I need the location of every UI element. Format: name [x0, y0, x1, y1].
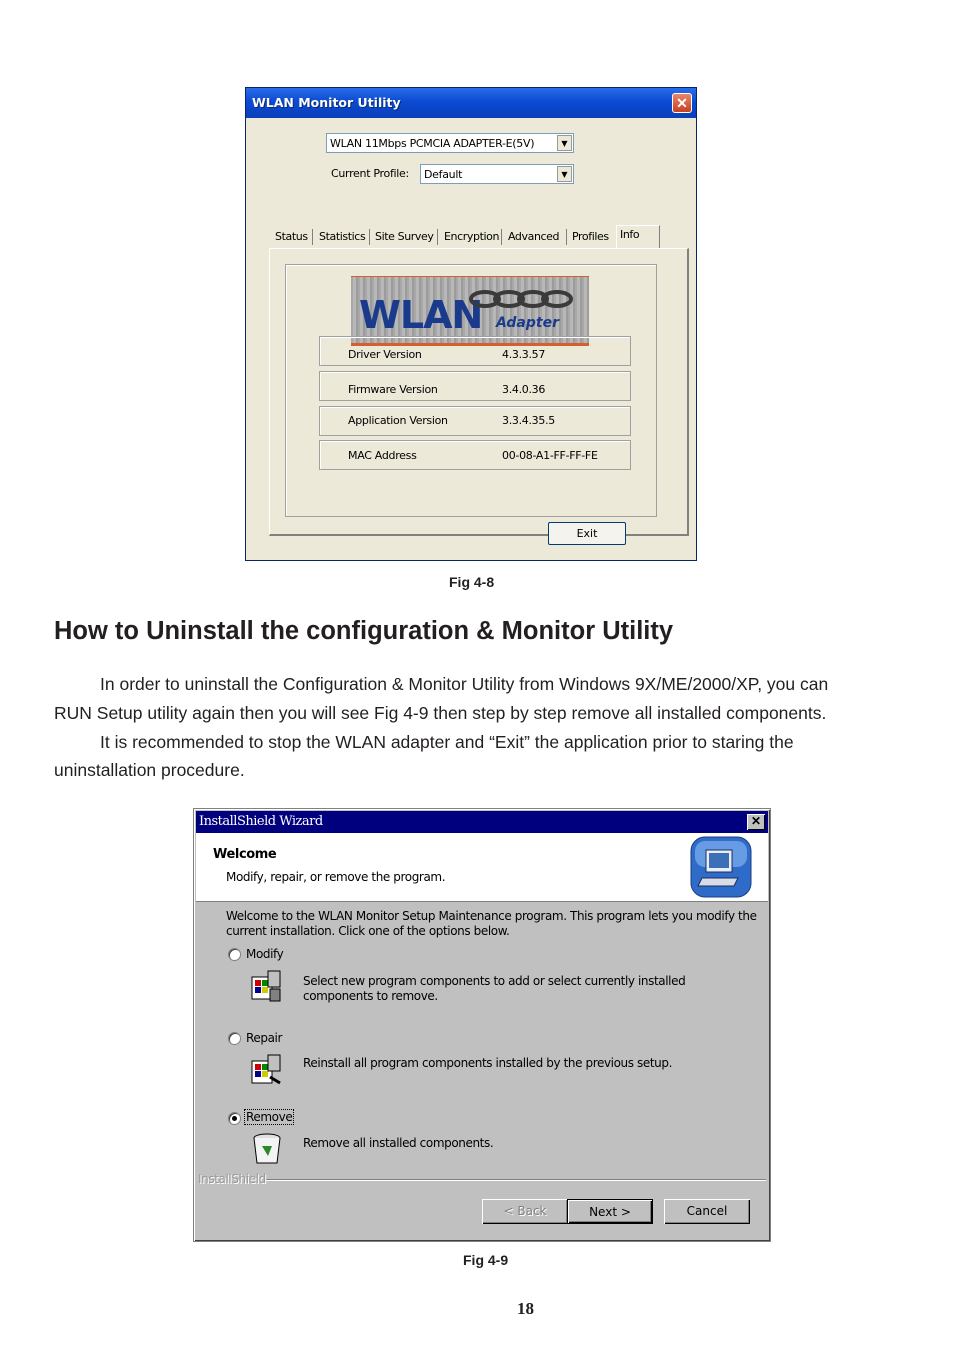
wizard-intro-line: current installation. Click one of the options below.: [226, 924, 510, 938]
wizard-header: [196, 833, 768, 902]
tab-statistics[interactable]: Statistics: [319, 230, 366, 243]
repair-description: Reinstall all program components installed by the previous setup.: [303, 1056, 673, 1070]
modify-description: components to remove.: [303, 989, 438, 1003]
wizard-intro-line: Welcome to the WLAN Monitor Setup Maintenance program. This program lets you modify the: [226, 909, 757, 923]
firmware-version-label: Firmware Version: [348, 383, 438, 396]
mac-address-row: [319, 440, 631, 470]
chevron-down-icon[interactable]: ▼: [557, 135, 572, 151]
installer-computer-icon: [690, 836, 752, 898]
wizard-header-subtitle: Modify, repair, or remove the program.: [226, 870, 446, 884]
back-button[interactable]: < Back: [482, 1199, 568, 1224]
tab-separator: [501, 229, 502, 245]
tab-status[interactable]: Status: [275, 230, 308, 243]
remove-description: Remove all installed components.: [303, 1136, 494, 1150]
page-number: 18: [517, 1299, 534, 1318]
footer-divider: [266, 1179, 766, 1181]
tab-separator: [369, 229, 370, 245]
wizard-close-icon[interactable]: ✕: [747, 814, 765, 830]
logo-subtext: Adapter: [496, 315, 559, 331]
wizard-title-bar: [196, 811, 768, 833]
modify-description: Select new program components to add or select currently installed: [303, 974, 686, 988]
logo-text: WLAN: [359, 293, 483, 337]
wizard-window-title: InstallShield Wizard: [199, 814, 323, 829]
repair-program-icon: [248, 1053, 282, 1087]
installshield-brand: InstallShield: [198, 1172, 266, 1186]
adapter-select-value: WLAN 11Mbps PCMCIA ADAPTER-E(5V): [330, 137, 535, 150]
cancel-button[interactable]: Cancel: [664, 1199, 750, 1224]
driver-version-label: Driver Version: [348, 348, 422, 361]
tab-separator: [566, 229, 567, 245]
paragraph-line: It is recommended to stop the WLAN adapter and “Exit” the application prior to staring the: [100, 732, 794, 752]
driver-version-value: 4.3.3.57: [502, 348, 546, 361]
remove-recycle-bin-icon: [250, 1132, 284, 1166]
application-version-row: [319, 406, 631, 436]
profile-select-value: Default: [424, 168, 463, 181]
chain-icon: [469, 285, 579, 313]
firmware-version-row: [319, 371, 631, 401]
tab-site-survey[interactable]: Site Survey: [375, 230, 434, 243]
paragraph-line: In order to uninstall the Configuration & Monitor Utility from Windows 9X/ME/2000/XP, you can: [100, 674, 829, 694]
tab-info[interactable]: Info: [620, 228, 640, 241]
tab-separator: [312, 229, 313, 245]
tab-advanced[interactable]: Advanced: [508, 230, 560, 243]
mac-address-value: 00-08-A1-FF-FF-FE: [502, 449, 598, 462]
installshield-wizard-window: [193, 808, 771, 1242]
wlan-window-title: WLAN Monitor Utility: [252, 95, 401, 110]
current-profile-label: Current Profile:: [331, 167, 409, 180]
wlan-close-icon[interactable]: ✕: [672, 93, 692, 113]
wizard-header-title: Welcome: [213, 847, 277, 862]
driver-version-row: [319, 336, 631, 366]
wlan-client-area: [249, 118, 693, 557]
modify-radio[interactable]: [228, 948, 241, 961]
repair-radio[interactable]: [228, 1032, 241, 1045]
tab-profiles[interactable]: Profiles: [572, 230, 609, 243]
application-version-label: Application Version: [348, 414, 448, 427]
next-button[interactable]: Next >: [567, 1199, 653, 1224]
profile-select[interactable]: [420, 164, 574, 184]
chevron-down-icon[interactable]: ▼: [557, 166, 572, 182]
wlan-monitor-window: [245, 87, 697, 561]
exit-button[interactable]: Exit: [548, 522, 626, 545]
adapter-select[interactable]: [326, 133, 574, 153]
paragraph-line: RUN Setup utility again then you will see Fig 4-9 then step by step remove all installed components.: [54, 703, 827, 723]
modify-program-icon: [248, 969, 282, 1003]
repair-label[interactable]: Repair: [246, 1031, 283, 1045]
paragraph-line: uninstallation procedure.: [54, 760, 245, 780]
remove-label[interactable]: Remove: [246, 1110, 293, 1124]
application-version-value: 3.3.4.35.5: [502, 414, 555, 427]
tab-encryption[interactable]: Encryption: [444, 230, 500, 243]
mac-address-label: MAC Address: [348, 449, 417, 462]
figure-caption-4-8: Fig 4-8: [449, 574, 495, 590]
remove-radio[interactable]: [228, 1112, 241, 1125]
tab-separator: [437, 229, 438, 245]
figure-caption-4-9: Fig 4-9: [463, 1252, 509, 1268]
firmware-version-value: 3.4.0.36: [502, 383, 546, 396]
modify-label[interactable]: Modify: [246, 947, 284, 961]
wlan-title-bar: [246, 88, 696, 118]
section-heading: How to Uninstall the configuration & Monitor Utility: [54, 617, 674, 645]
